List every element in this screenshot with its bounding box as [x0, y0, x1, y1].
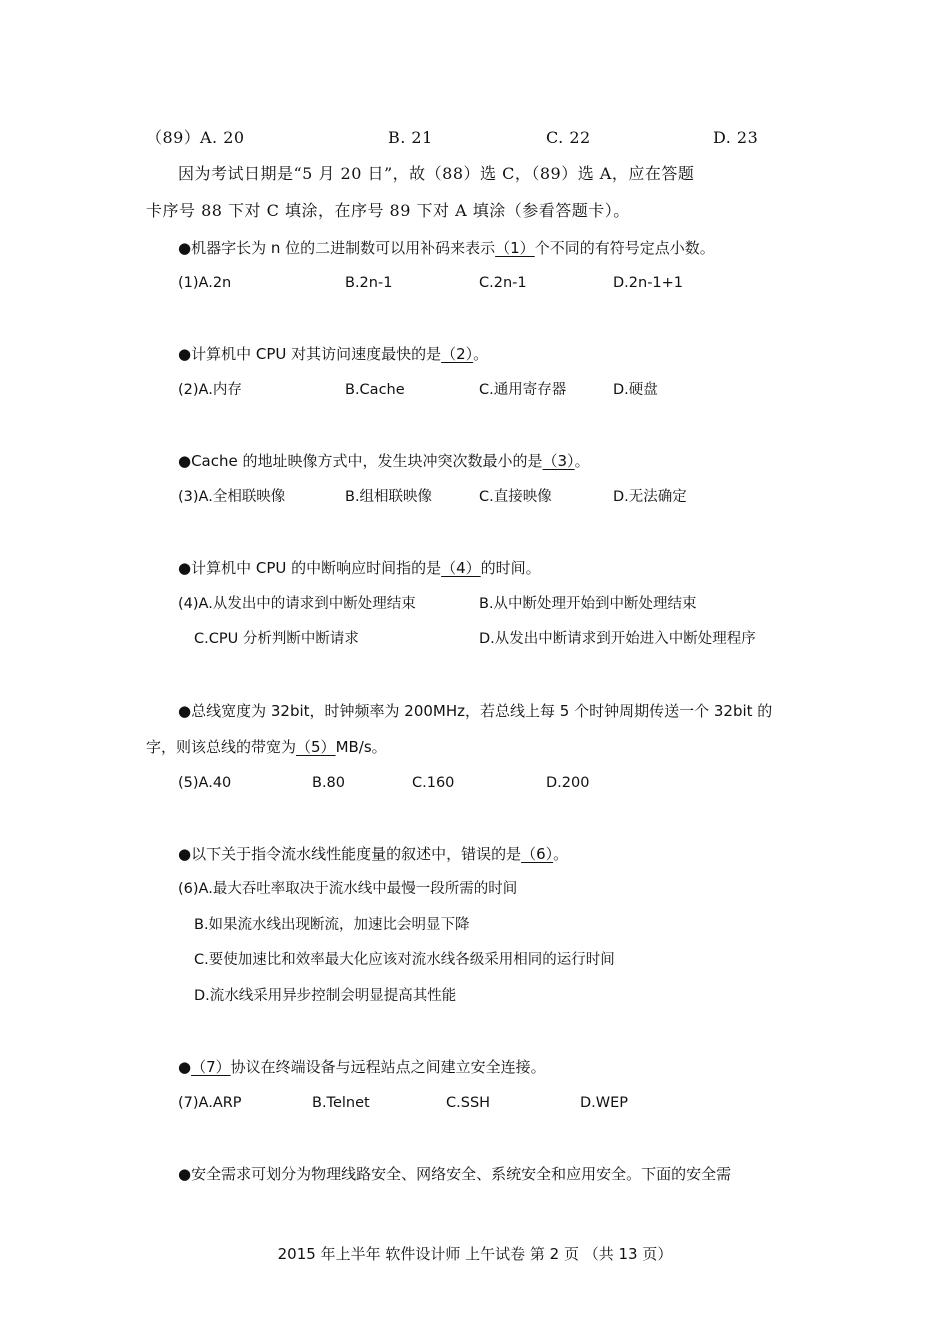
- q89-option-a: A. 20: [200, 128, 245, 147]
- question-2-option-c: C.通用寄存器: [479, 382, 567, 398]
- question-3-option-b: B.组相联映像: [345, 489, 433, 505]
- question-5-option-d: D.200: [546, 775, 590, 791]
- question-2-option-d: D.硬盘: [613, 382, 658, 398]
- question-4-option-c: C.CPU 分析判断中断请求: [194, 631, 359, 647]
- question-6-option-b: B.如果流水线出现断流，加速比会明显下降: [194, 917, 470, 933]
- question-6-option-d: D.流水线采用异步控制会明显提高其性能: [194, 988, 457, 1004]
- q89-option-c: C. 22: [546, 128, 591, 147]
- question-5-option-b: B.80: [312, 775, 346, 791]
- question-2-stem: ●计算机中 CPU 对其访问速度最快的是（2）。: [178, 345, 489, 363]
- q89-option-b: B. 21: [388, 128, 433, 147]
- question-2-option-a: (2)A.内存: [178, 382, 242, 398]
- question-7-option-b: B.Telnet: [312, 1095, 370, 1111]
- question-7-option-d: D.WEP: [580, 1095, 629, 1111]
- question-1-option-b: B.2n-1: [345, 275, 393, 291]
- q89-number: （89）: [146, 128, 201, 147]
- question-7-option-a: (7)A.ARP: [178, 1095, 242, 1111]
- question-1-stem: ●机器字长为 n 位的二进制数可以用补码来表示（1）个不同的有符号定点小数。: [178, 239, 715, 257]
- answer-blank: （6）: [521, 845, 554, 863]
- question-3-option-c: C.直接映像: [479, 489, 552, 505]
- answer-blank: （5）: [296, 738, 336, 756]
- answer-blank: （3）: [542, 452, 575, 470]
- question-3-option-a: (3)A.全相联映像: [178, 489, 286, 505]
- question-4-option-a: (4)A.从发出中的请求到中断处理结束: [178, 596, 416, 612]
- question-6-option-c: C.要使加速比和效率最大化应该对流水线各级采用相同的运行时间: [194, 952, 615, 968]
- answer-blank: （1）: [495, 239, 535, 257]
- question-6-option-a: (6)A.最大吞吐率取决于流水线中最慢一段所需的时间: [178, 881, 518, 897]
- question-2-option-b: B.Cache: [345, 382, 405, 398]
- question-1-option-d: D.2n-1+1: [613, 275, 684, 291]
- question-5-stem-line-2: 字，则该总线的带宽为（5）MB/s。: [146, 738, 387, 756]
- question-1-option-a: (1)A.2n: [178, 275, 232, 291]
- explanation-line-1: 因为考试日期是“5 月 20 日”，故（88）选 C，（89）选 A，应在答题: [178, 164, 695, 183]
- question-1-option-c: C.2n-1: [479, 275, 527, 291]
- question-4-option-d: D.从发出中断请求到开始进入中断处理程序: [479, 631, 756, 647]
- question-5-stem-line-1: ●总线宽度为 32bit，时钟频率为 200MHz，若总线上每 5 个时钟周期传送一个 32bit 的: [178, 702, 773, 720]
- q89-option-d: D. 23: [713, 128, 759, 147]
- question-7-option-c: C.SSH: [446, 1095, 491, 1111]
- explanation-line-2: 卡序号 88 下对 C 填涂，在序号 89 下对 A 填涂（参看答题卡）。: [146, 201, 630, 220]
- page-footer: 2015 年上半年 软件设计师 上午试卷 第 2 页 （共 13 页）: [277, 1245, 673, 1263]
- answer-blank: （7）: [191, 1058, 231, 1076]
- question-4-stem: ●计算机中 CPU 的中断响应时间指的是（4）的时间。: [178, 559, 541, 577]
- question-3-option-d: D.无法确定: [613, 489, 687, 505]
- question-5-option-c: C.160: [412, 775, 455, 791]
- question-3-stem: ●Cache 的地址映像方式中，发生块冲突次数最小的是（3）。: [178, 452, 590, 470]
- question-7-stem: ●（7）协议在终端设备与远程站点之间建立安全连接。: [178, 1058, 546, 1076]
- question-8-stem-line-1: ●安全需求可划分为物理线路安全、网络安全、系统安全和应用安全。下面的安全需: [178, 1165, 732, 1183]
- answer-blank: （4）: [441, 559, 481, 577]
- question-6-stem: ●以下关于指令流水线性能度量的叙述中，错误的是（6）。: [178, 845, 569, 863]
- answer-blank: （2）: [441, 345, 474, 363]
- question-4-option-b: B.从中断处理开始到中断处理结束: [479, 596, 697, 612]
- question-5-option-a: (5)A.40: [178, 775, 232, 791]
